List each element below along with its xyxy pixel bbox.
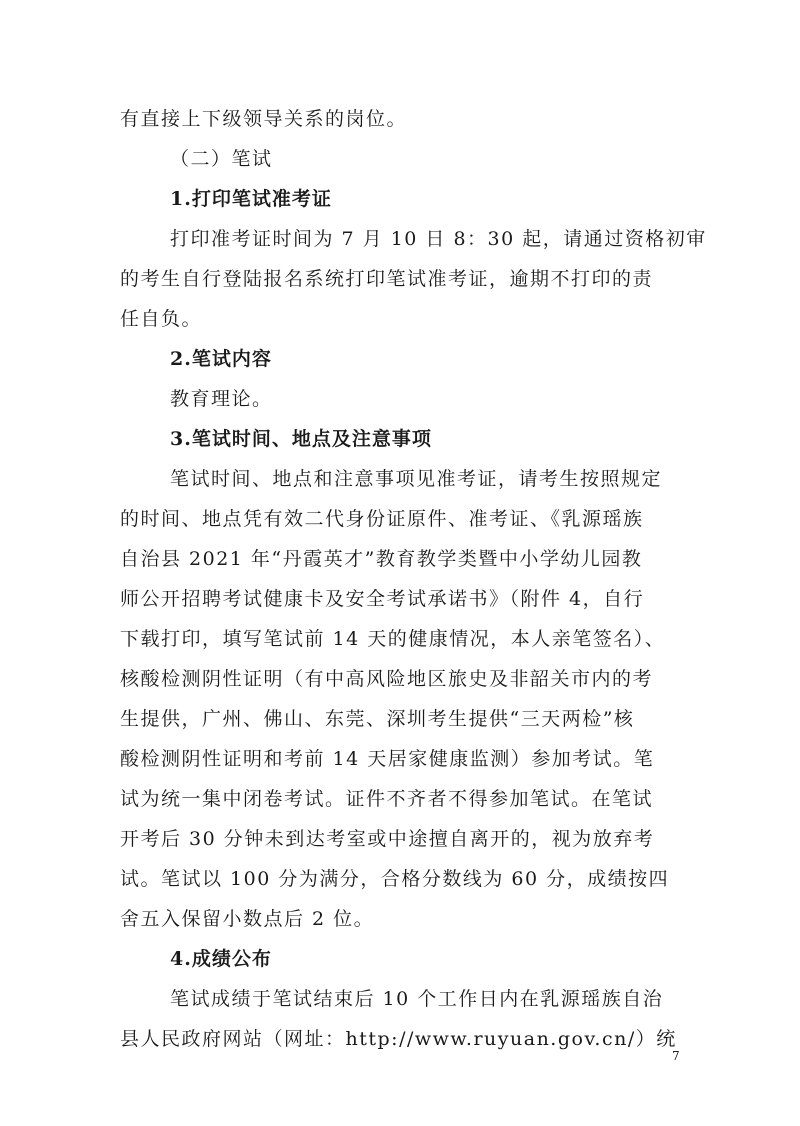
section-heading: （二）笔试: [170, 148, 273, 170]
subsection-heading: 1.打印笔试准考证: [170, 188, 332, 210]
body-line: 开考后 30 分钟未到达考室或中途擅自离开的，视为放弃考: [120, 828, 655, 850]
body-line: 任自负。: [120, 308, 203, 330]
body-line: 下载打印，填写笔试前 14 天的健康情况，本人亲笔签名）、: [120, 628, 666, 650]
body-line: 自治县 2021 年“丹霞英才”教育教学类暨中小学幼儿园教: [120, 548, 643, 570]
paragraph-first-line: 笔试成绩于笔试结束后 10 个工作日内在乳源瑶族自治: [170, 988, 664, 1010]
paragraph-first-line: 教育理论。: [170, 388, 273, 410]
paragraph-first-line: 笔试时间、地点和注意事项见准考证，请考生按照规定: [170, 468, 663, 490]
page-number: 7: [672, 1049, 680, 1063]
body-line: 酸检测阴性证明和考前 14 天居家健康监测）参加考试。笔: [120, 748, 655, 770]
body-line: 师公开招聘考试健康卡及安全考试承诺书》（附件 4，自行: [120, 588, 645, 610]
paragraph-first-line: 打印准考证时间为 7 月 10 日 8：30 起，请通过资格初审: [170, 228, 707, 250]
subsection-heading: 3.笔试时间、地点及注意事项: [170, 428, 432, 450]
body-line: 生提供，广州、佛山、东莞、深圳考生提供“三天两检”核: [120, 708, 635, 730]
body-line: 试。笔试以 100 分为满分，合格分数线为 60 分，成绩按四: [120, 868, 670, 890]
subsection-heading: 4.成绩公布: [170, 948, 272, 970]
body-line: 试为统一集中闭卷考试。证件不齐者不得参加笔试。在笔试: [120, 788, 654, 810]
body-line: 的考生自行登陆报名系统打印笔试准考证，逾期不打印的责: [120, 268, 654, 290]
body-line: 核酸检测阴性证明（有中高风险地区旅史及非韶关市内的考: [120, 668, 654, 690]
subsection-heading: 2.笔试内容: [170, 348, 272, 370]
body-line: 舍五入保留小数点后 2 位。: [120, 908, 375, 930]
body-line: 的时间、地点凭有效二代身份证原件、准考证、《乳源瑶族: [120, 508, 644, 530]
body-line: 县人民政府网站（网址：http://www.ruyuan.gov.cn/）统: [120, 1028, 677, 1050]
body-line: 有直接上下级领导关系的岗位。: [120, 108, 408, 130]
